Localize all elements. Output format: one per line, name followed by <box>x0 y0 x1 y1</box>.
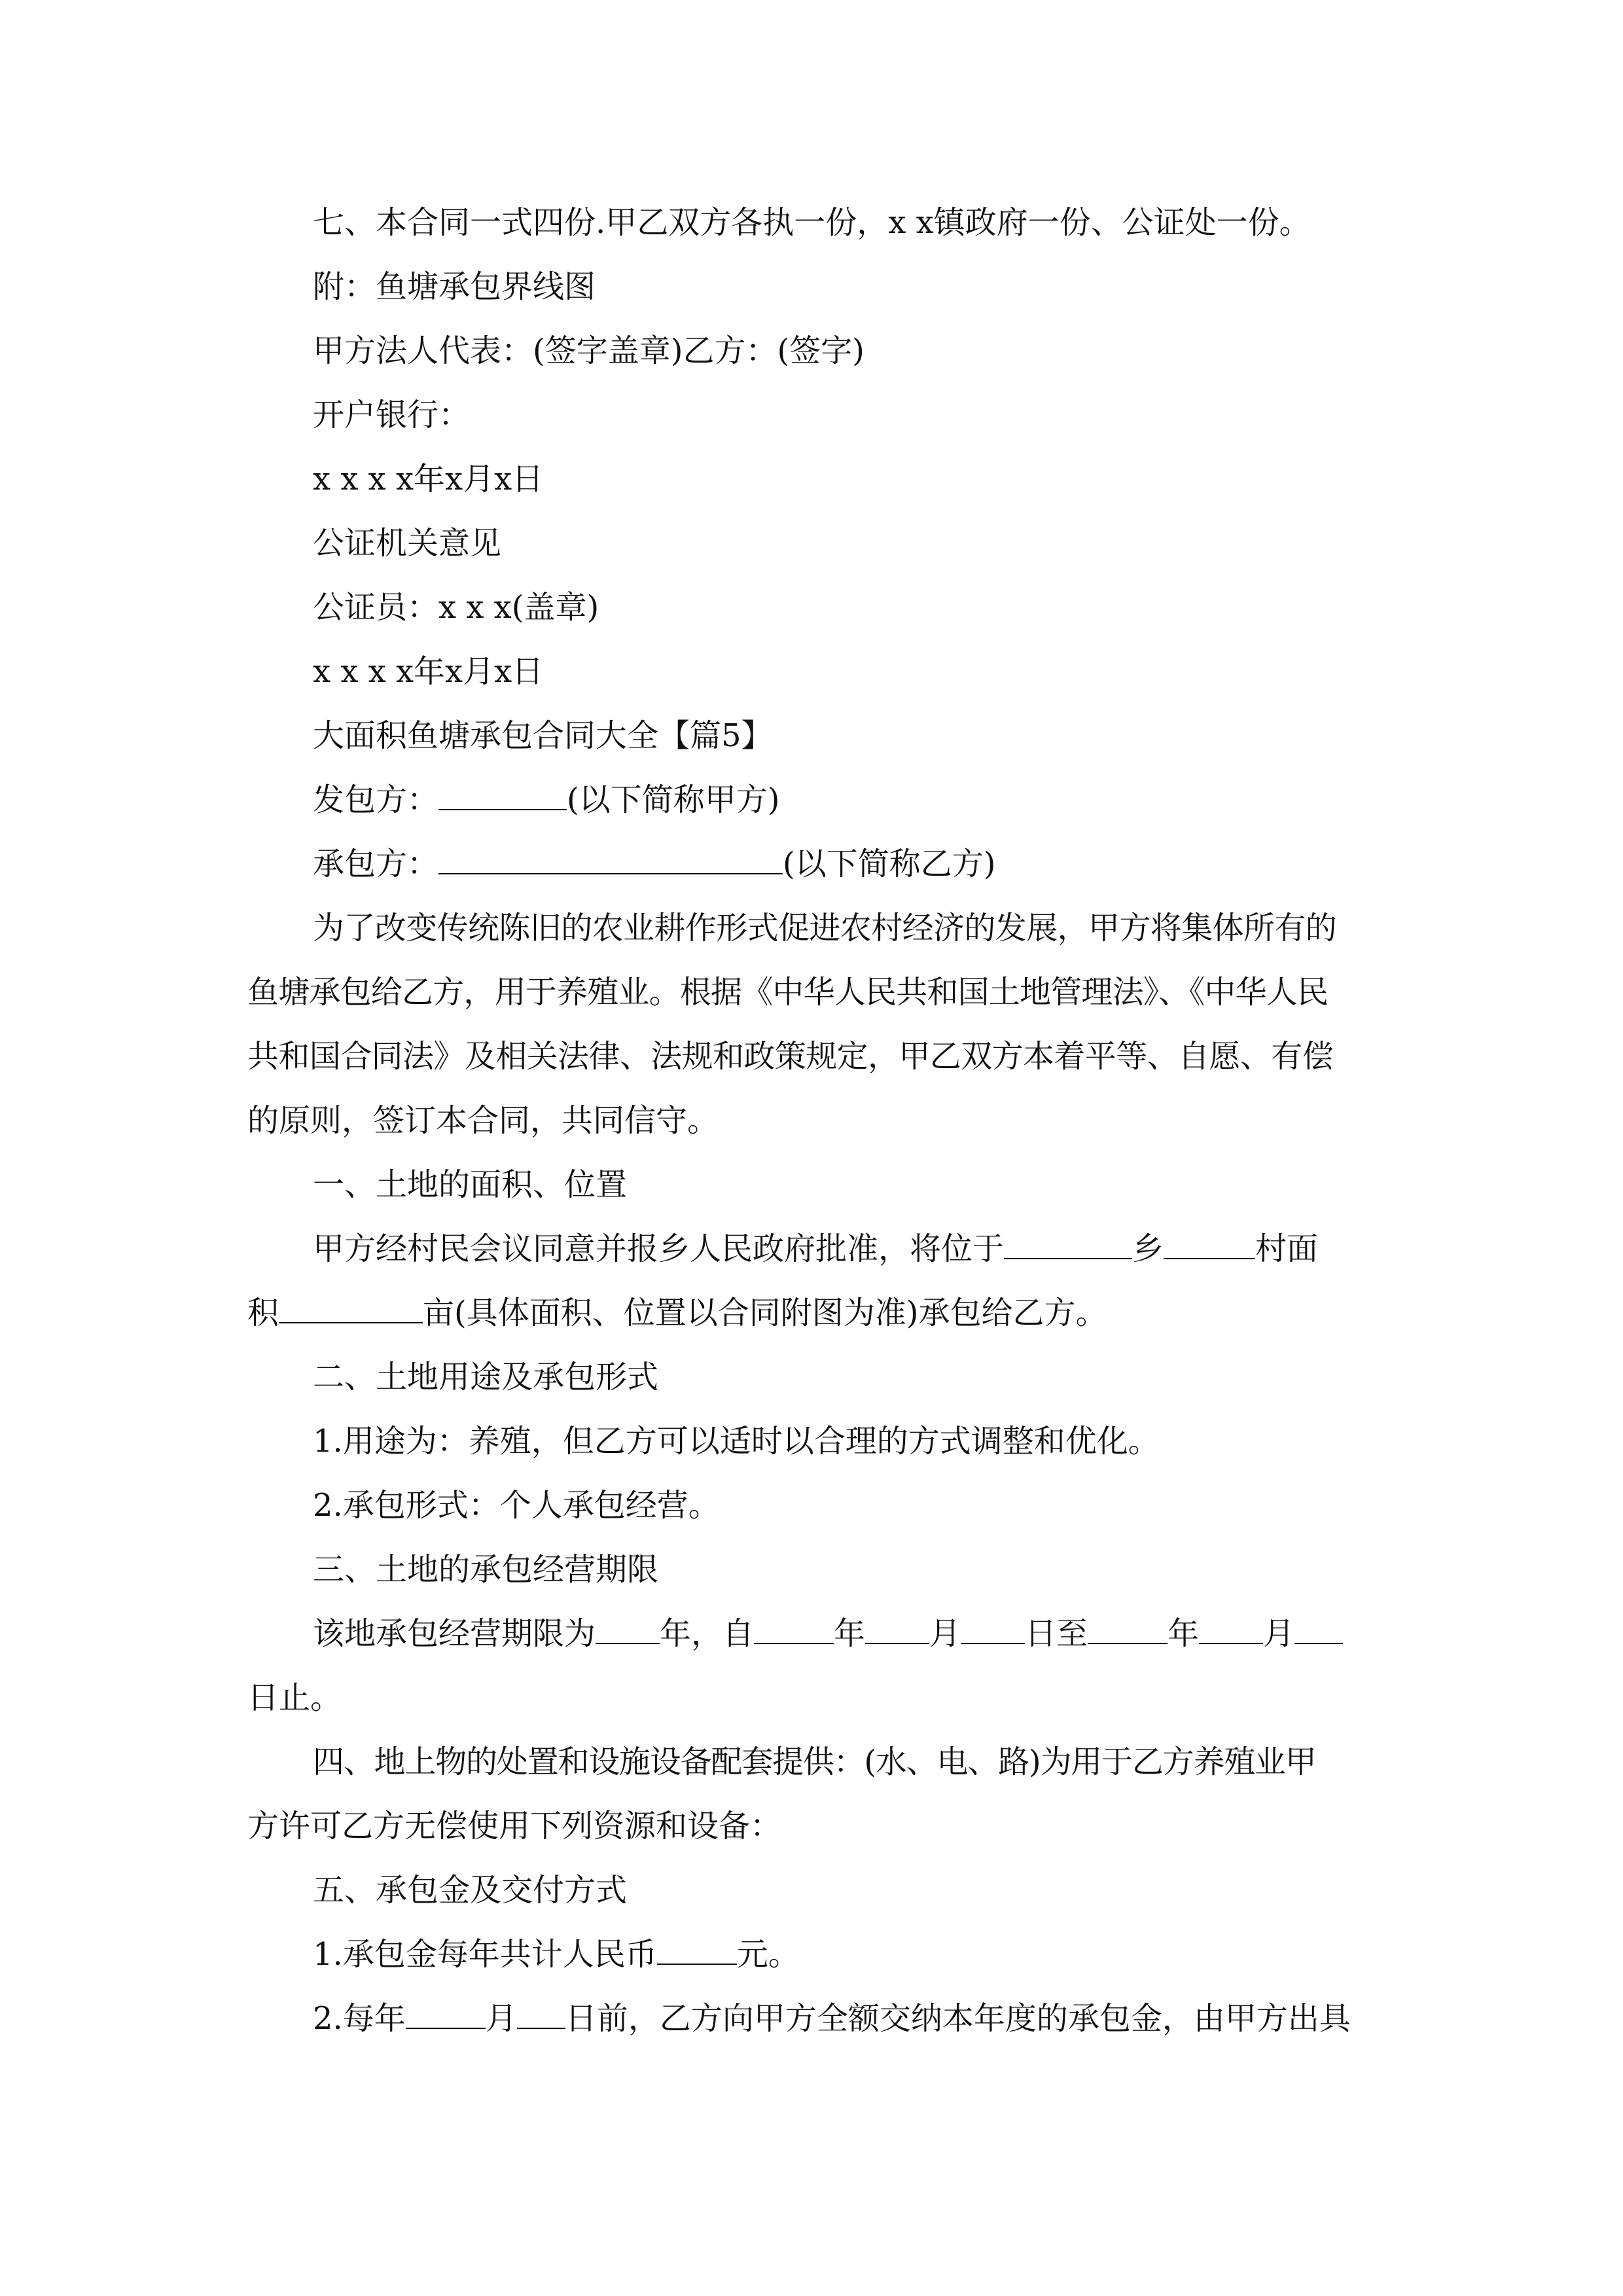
section-heading: 三、土地的承包经营期限 <box>313 1551 659 1588</box>
text-segment: 该地承包经营期限为 <box>313 1615 596 1652</box>
blank-underline <box>1199 1614 1263 1644</box>
section1-paragraph-line <box>313 1229 1318 1268</box>
bank-line: 开户银行： <box>313 397 471 433</box>
text-segment: 村面 <box>1255 1230 1319 1267</box>
text-segment: 月 <box>929 1615 961 1652</box>
text-segment: 甲方经村民会议同意并报乡人民政府批准，将位于 <box>313 1230 1005 1267</box>
fabaofang-label: 发包方： <box>313 781 439 818</box>
clause-seven: 七、本合同一式四份.甲乙双方各执一份，x x镇政府一份、公证处一份。 <box>313 204 1311 241</box>
text-segment: 积 <box>247 1295 279 1331</box>
blank-underline <box>1004 1229 1132 1259</box>
section4-line: 方许可乙方无偿使用下列资源和设备： <box>247 1808 782 1844</box>
fabaofang-suffix: (以下简称甲方) <box>567 781 780 818</box>
section3-term-end: 日止。 <box>247 1679 342 1716</box>
attachment-line: 附：鱼塘承包界线图 <box>313 268 596 305</box>
text-segment: 年 <box>834 1615 866 1652</box>
blank-underline <box>517 1999 565 2029</box>
signature-line: 甲方法人代表：(签字盖章)乙方：(签字) <box>313 332 865 369</box>
text-segment: 月 <box>485 2000 517 2037</box>
section-title: 大面积鱼塘承包合同大全【篇5】 <box>313 717 773 754</box>
list-item <box>313 1999 1351 2038</box>
blank-underline <box>1088 1614 1168 1644</box>
section4-line: 四、地上物的处置和设施设备配套提供：(水、电、路)为用于乙方养殖业甲 <box>313 1744 1316 1780</box>
blank-underline <box>754 1614 834 1644</box>
blank-underline <box>438 780 567 810</box>
blank-underline <box>1164 1229 1255 1259</box>
blank-underline <box>961 1614 1025 1644</box>
intro-line: 共和国合同法》及相关法律、法规和政策规定，甲乙双方本着平等、自愿、有偿 <box>247 1038 1334 1075</box>
notary-line: 公证员：x x x(盖章) <box>313 589 599 626</box>
text-segment: 年，自 <box>660 1615 755 1652</box>
list-item: 1.用途为：养殖，但乙方可以适时以合理的方式调整和优化。 <box>313 1423 1160 1460</box>
section-heading: 五、承包金及交付方式 <box>313 1872 628 1909</box>
text-segment: 乡 <box>1132 1230 1164 1267</box>
notary-opinion-line: 公证机关意见 <box>313 525 502 562</box>
section-heading: 二、土地用途及承包形式 <box>313 1359 659 1395</box>
intro-line: 为了改变传统陈旧的农业耕作形式促进农村经济的发展，甲方将集体所有的 <box>313 910 1337 946</box>
text-segment: 亩(具体面积、位置以合同附图为准)承包给乙方。 <box>423 1295 1107 1331</box>
blank-underline <box>279 1293 423 1323</box>
fabaofang-line <box>313 780 779 819</box>
blank-underline <box>596 1614 660 1644</box>
blank-underline <box>1294 1614 1343 1644</box>
date-line: x x x x年x月x日 <box>313 461 544 497</box>
text-segment: 日至 <box>1025 1615 1088 1652</box>
chengbaofang-label: 承包方： <box>313 846 439 882</box>
intro-line: 鱼塘承包给乙方，用于养殖业。根据《中华人民共和国土地管理法》、《中华人民 <box>247 974 1329 1011</box>
text-segment: 2.每年 <box>313 2000 406 2037</box>
section3-term-line <box>313 1614 1343 1653</box>
intro-line: 的原则，签订本合同，共同信守。 <box>247 1102 719 1139</box>
text-segment: 年 <box>1168 1615 1200 1652</box>
blank-underline <box>865 1614 929 1644</box>
text-segment: 1.承包金每年共计人民币 <box>313 1936 657 1973</box>
chengbaofang-line <box>313 844 995 884</box>
list-item: 2.承包形式：个人承包经营。 <box>313 1487 720 1524</box>
blank-underline <box>438 844 783 874</box>
blank-underline <box>406 1999 486 2029</box>
text-segment: 月 <box>1263 1615 1295 1652</box>
section1-paragraph-line <box>247 1293 1107 1333</box>
date-line: x x x x年x月x日 <box>313 653 544 690</box>
text-segment: 日前，乙方向甲方全额交纳本年度的承包金，由甲方出具 <box>565 2000 1351 2037</box>
text-segment: 元。 <box>736 1936 800 1973</box>
blank-underline <box>657 1935 737 1965</box>
list-item <box>313 1935 800 1974</box>
section-heading: 一、土地的面积、位置 <box>313 1166 628 1203</box>
chengbaofang-suffix: (以下简称乙方) <box>783 846 996 882</box>
